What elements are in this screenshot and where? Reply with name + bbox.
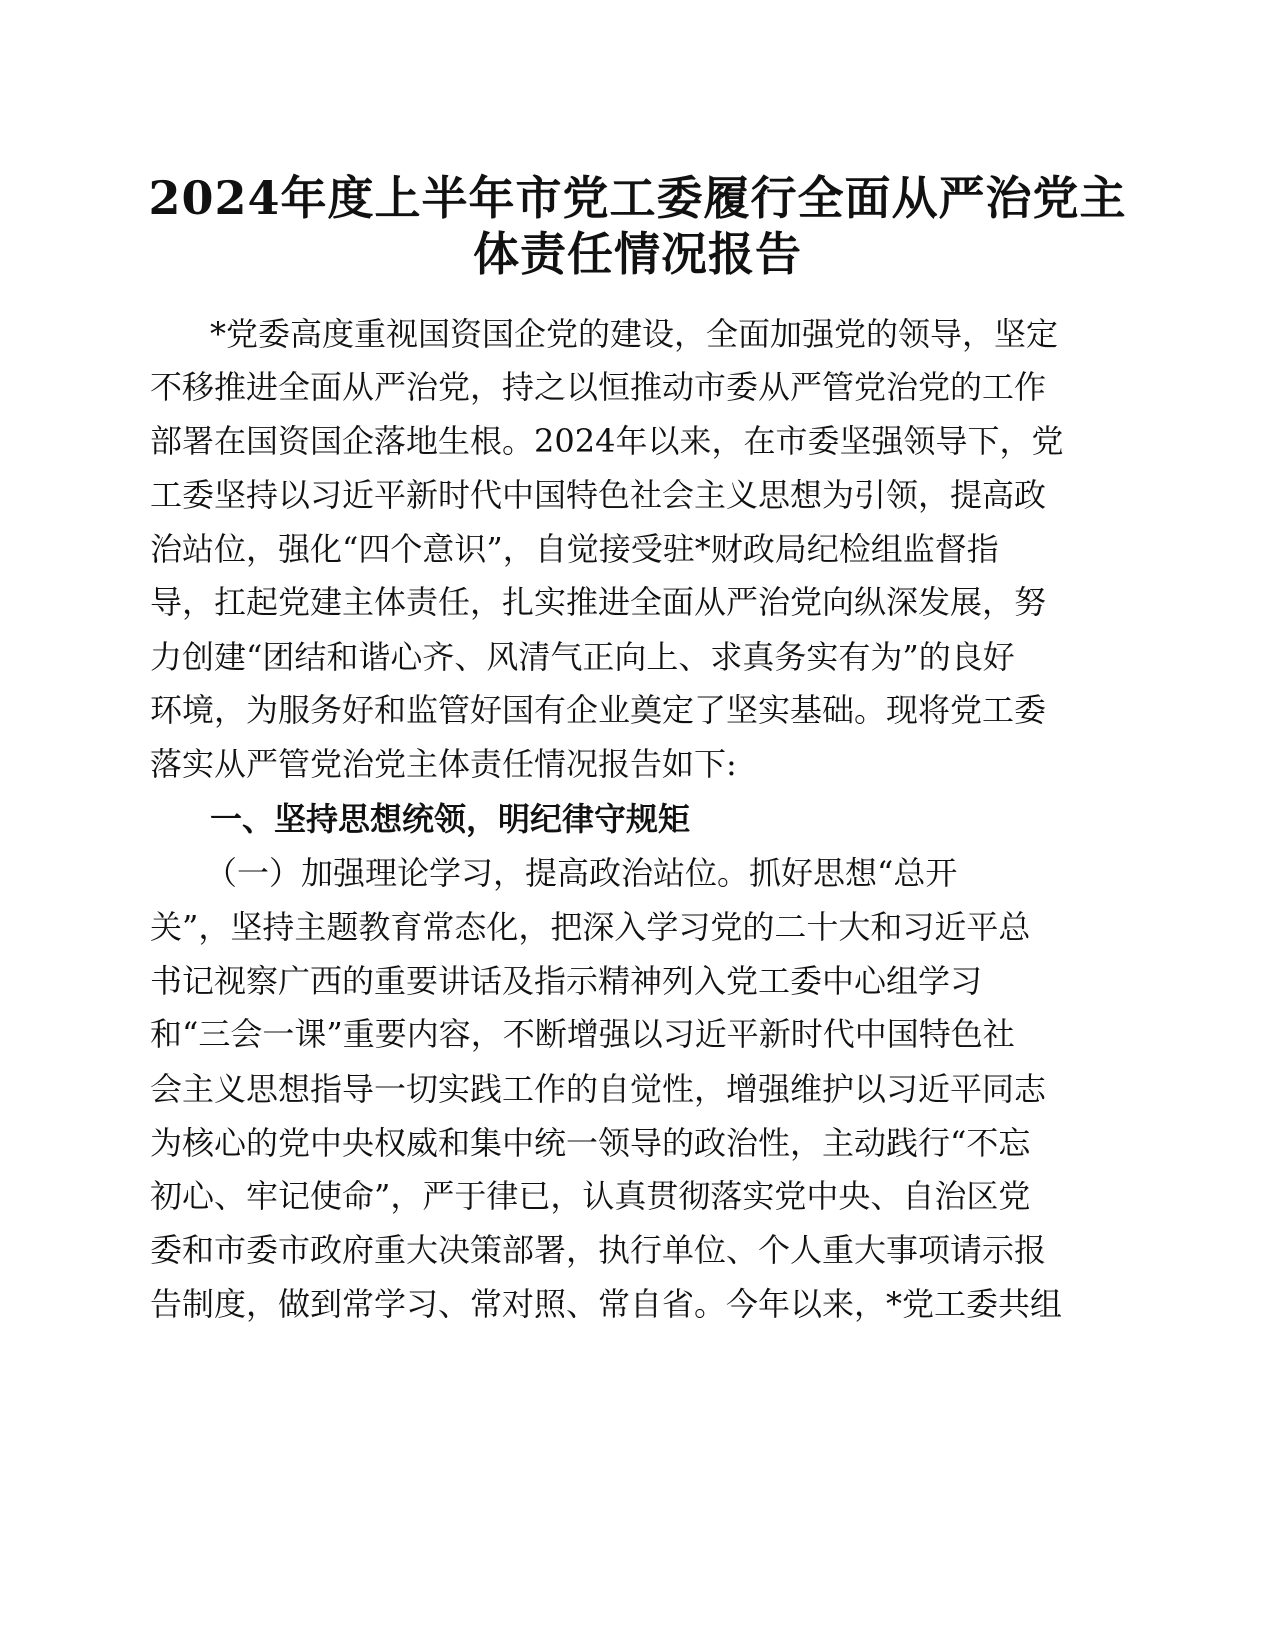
intro-line-3: 部署在国资国企落地生根。2024年以来，在市委坚强领导下，党	[150, 422, 1064, 460]
intro-line-1: *党委高度重视国资国企党的建设，全面加强党的领导，坚定	[210, 315, 1059, 353]
intro-line-7: 力创建“团结和谐心齐、风清气正向上、求真务实有为”的良好	[150, 638, 1015, 676]
section-1-line-8: 委和市委市政府重大决策部署，执行单位、个人重大事项请示报	[150, 1231, 1047, 1269]
section-1-line-9: 告制度，做到常学习、常对照、常自省。今年以来，*党工委共组	[150, 1285, 1063, 1323]
intro-line-2: 不移推进全面从严治党，持之以恒推动市委从严管党治党的工作	[150, 368, 1047, 406]
intro-line-9: 落实从严管党治党主体责任情况报告如下:	[150, 745, 737, 783]
intro-line-4: 工委坚持以习近平新时代中国特色社会主义思想为引领，提高政	[150, 476, 1047, 514]
section-1-line-1: （一）加强理论学习，提高政治站位。抓好思想“总开	[205, 854, 958, 892]
section-1-line-7: 初心、牢记使命”，严于律已，认真贯彻落实党中央、自治区党	[150, 1177, 1031, 1215]
section-1-line-6: 为核心的党中央权威和集中统一领导的政治性，主动践行“不忘	[150, 1124, 1031, 1162]
section-1-heading: 一、坚持思想统领，明纪律守规矩	[210, 800, 691, 838]
intro-line-5: 治站位，强化“四个意识”，自觉接受驻*财政局纪检组监督指	[150, 530, 999, 568]
section-1-line-3: 书记视察广西的重要讲话及指示精神列入党工委中心组学习	[150, 962, 983, 1000]
intro-line-6: 导，扛起党建主体责任，扎实推进全面从严治党向纵深发展，努	[150, 583, 1047, 621]
intro-line-8: 环境，为服务好和监管好国有企业奠定了坚实基础。现将党工委	[150, 691, 1047, 729]
section-1-line-4: 和“三会一课”重要内容，不断增强以习近平新时代中国特色社	[150, 1015, 1015, 1053]
document-title-line-2: 体责任情况报告	[473, 227, 802, 281]
section-1-line-5: 会主义思想指导一切实践工作的自觉性，增强维护以习近平同志	[150, 1070, 1047, 1108]
section-1-line-2: 关”，坚持主题教育常态化，把深入学习党的二十大和习近平总	[150, 908, 1031, 946]
document-title-line-1: 2024年度上半年市党工委履行全面从严治党主	[148, 171, 1127, 225]
